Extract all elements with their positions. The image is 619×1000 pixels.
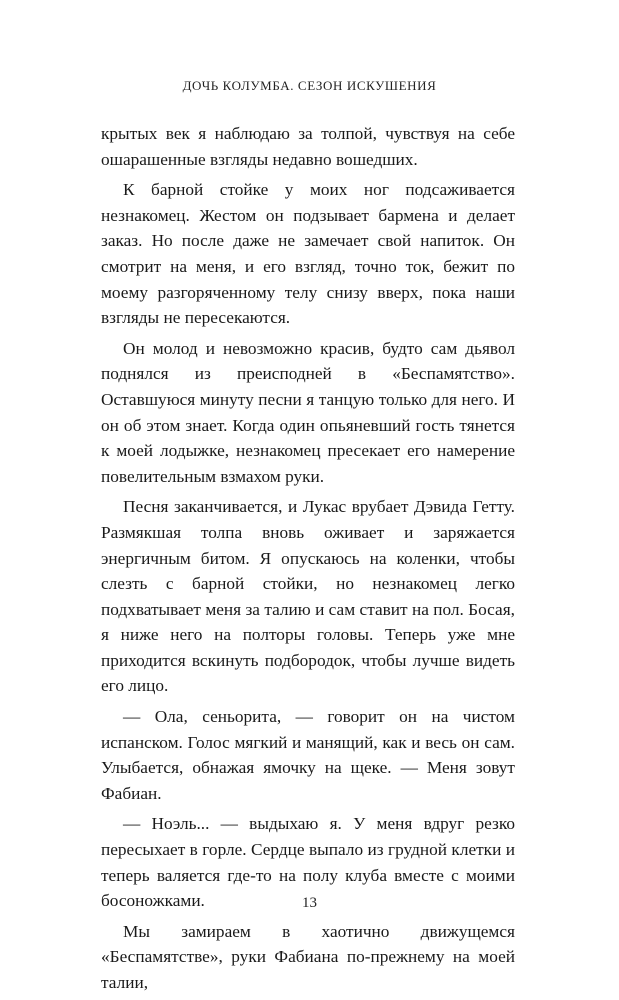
paragraph-6: — Ноэль... — выдыхаю я. У меня вдруг резко пересыхает в горле. Сердце выпало из грудной клетки и теперь валяется где-то на полу клуба вместе с моими босоножками. (101, 814, 515, 911)
paragraph-4: Песня заканчивается, и Лукас врубает Дэвида Гетту. Размякшая толпа вновь оживает и заряжается энергичным битом. Я опускаюсь на коленки, чтобы слезть с барной стойки, но незнакомец легко подхватывает меня за талию и сам ставит на пол. Босая, я ниже него на полторы головы. Теперь уже мне приходится вскинуть подбородок, чтобы лучше видеть его лицо. (101, 497, 515, 696)
paragraph-7: Мы замираем в хаотично движущемся «Беспамятстве», руки Фабиана по-прежнему на моей талии, (101, 921, 515, 992)
paragraph-2: К барной стойке у моих ног подсаживается незнакомец. Жестом он подзывает бармена и делает заказ. Но после даже не замечает свой напиток. Он смотрит на меня, и его взгляд, точно ток, бежит по моему разгоряченному телу снизу вверх, пока наши взгляды не пересекаются. (101, 180, 515, 328)
body-text (101, 121, 515, 996)
running-head: ДОЧЬ КОЛУМБА. СЕЗОН ИСКУШЕНИЯ (182, 78, 437, 93)
paragraph-1: крытых век я наблюдаю за толпой, чувствуя на себе ошарашенные взгляды недавно вошедших. (101, 124, 515, 169)
paragraph-5: — Ола, сеньорита, — говорит он на чистом испанском. Голос мягкий и манящий, как и весь он сам. Улыбается, обнажая ямочку на щеке. — Меня зовут Фабиан. (101, 707, 515, 803)
paragraph-3: Он молод и невозможно красив, будто сам дьявол поднялся из преисподней в «Беспамятство». Оставшуюся минуту песни я танцую только для него. И он об этом знает. Когда один опьяневший гость тянется к моей лодыжке, незнакомец пресекает его намерение повелительным взмахом руки. (101, 338, 515, 486)
page-number: 13 (302, 895, 317, 911)
